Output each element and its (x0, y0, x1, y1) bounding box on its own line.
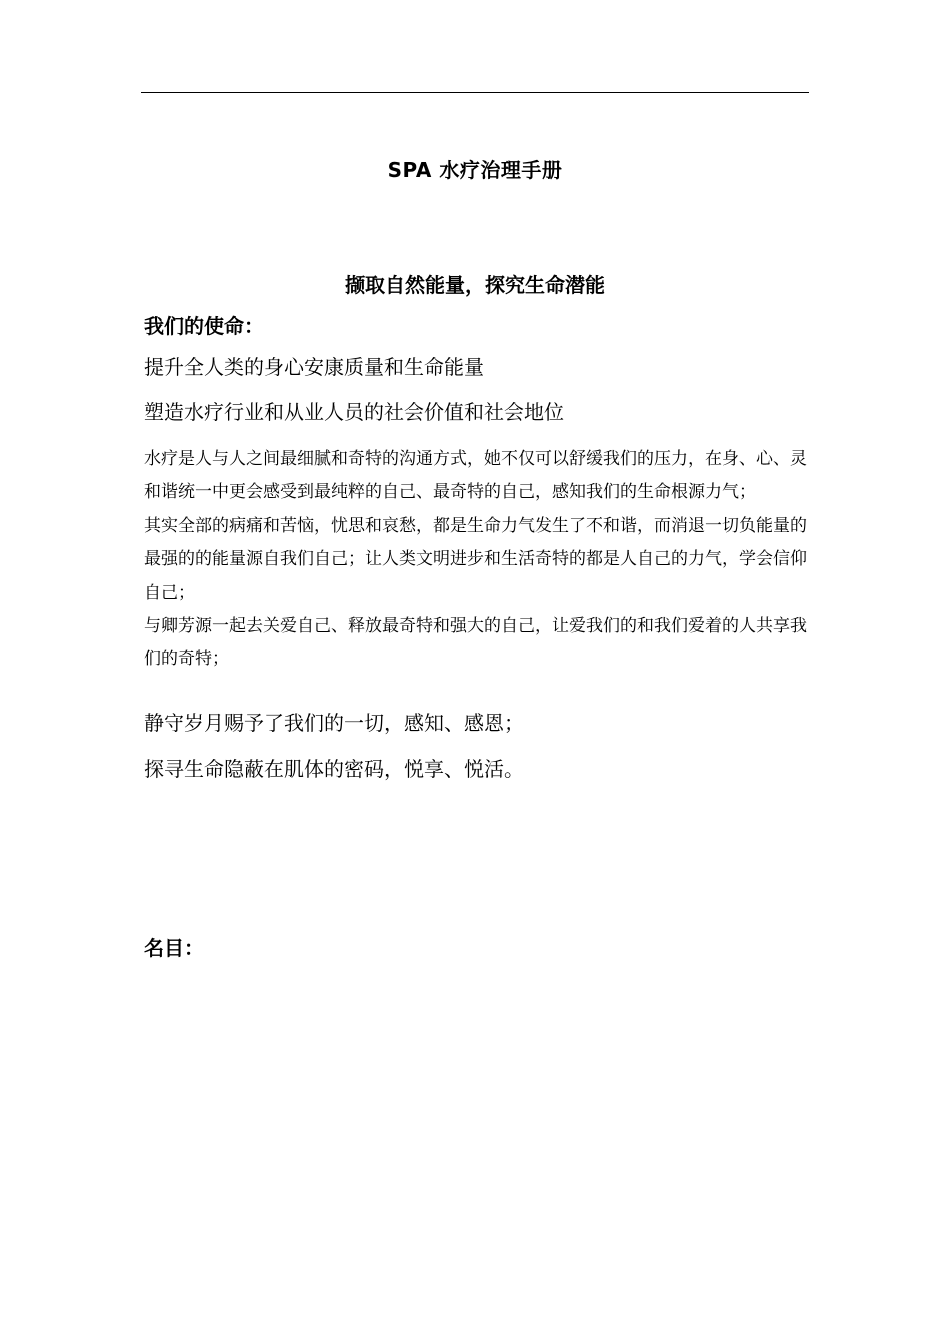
body-paragraph: 与卿芳源一起去关爱自己、释放最奇特和强大的自己，让爱我们的和我们爱着的人共享我们的奇特； (144, 616, 807, 670)
mission-line: 塑造水疗行业和从业人员的社会价值和社会地位 (144, 400, 564, 424)
header-rule (141, 92, 809, 93)
mission-line: 提升全人类的身心安康质量和生命能量 (144, 355, 484, 379)
mission-heading: 我们的使命： (144, 314, 264, 338)
closing-line: 静守岁月赐予了我们的一切，感知、感恩； (144, 711, 524, 735)
slogan: 撷取自然能量，探究生命潜能 (345, 273, 605, 297)
closing-line: 探寻生命隐蔽在肌体的密码，悦享、悦活。 (144, 757, 524, 781)
body-paragraph: 其实全部的病痛和苦恼，忧思和哀愁，都是生命力气发生了不和谐，而消退一切负能量的最强的的能量源自我们自己；让人类文明进步和生活奇特的都是人自己的力气，学会信仰自己； (144, 515, 807, 603)
body-paragraph: 水疗是人与人之间最细腻和奇特的沟通方式，她不仅可以舒缓我们的压力，在身、心、灵和谐统一中更会感受到最纯粹的自己、最奇特的自己，感知我们的生命根源力气； (144, 449, 807, 503)
document-title: SPA 水疗治理手册 (387, 158, 563, 182)
toc-heading: 名目： (144, 936, 204, 960)
body-text (144, 443, 816, 677)
